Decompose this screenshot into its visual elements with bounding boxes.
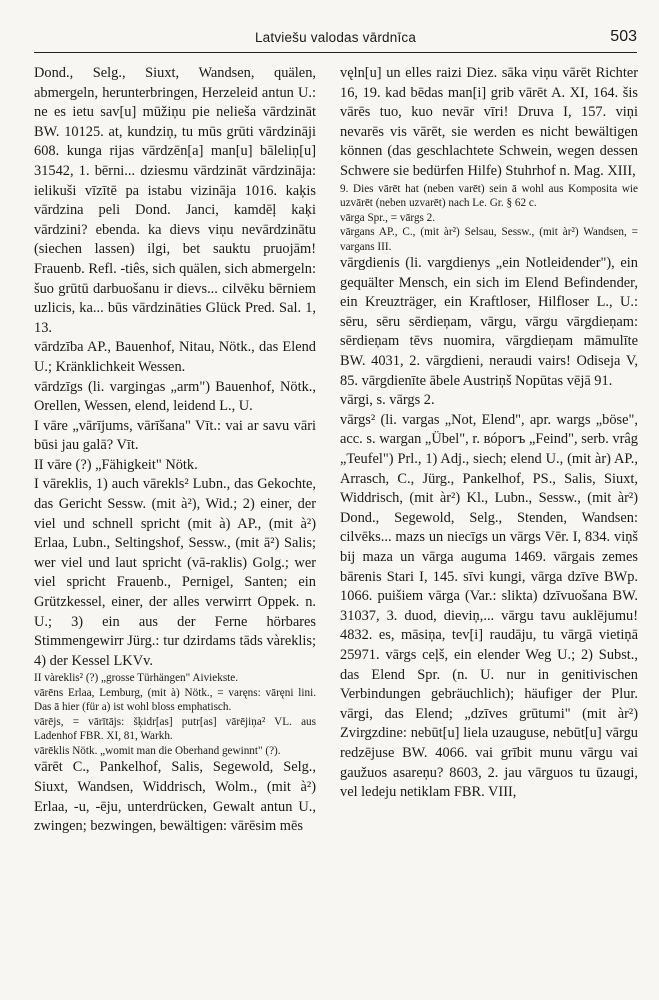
dictionary-entry: I vāre „vārījums, vārīšana" Vīt.: vai ar savu vāri būsi jau galā? Vīt. — [34, 417, 316, 454]
page-number: 503 — [610, 28, 637, 45]
dictionary-entry: I vāreklis, 1) auch vārekls² Lubn., das Gekochte, das Gericht Sessw. (mit à²), Wid.; 2) einer, der viel und schnell spricht (mit à) AP., (mit à²) Erlaa, Lubn., Seltingshof, Sessw., (mit ā²) Salis; wer viel und laut spricht (vā-raklis) Golg.; wer viel spricht Frauenb., Pernigel, Santen; ein Grützkessel, einer, der alles verwirrt Oppek. n. U.; 3) ein aus der Ferne hörbares Stimmengewirr Jürg.: tur dzirdams tāds vàreklis; 4) der Kessel LKVv. — [34, 476, 316, 669]
dictionary-entry: vārga Spr., = vārgs 2. — [340, 211, 436, 224]
dictionary-entry: vārdzība AP., Bauenhof, Nitau, Nötk., das Elend U.; Kränklichkeit Wessen. — [34, 339, 316, 375]
dictionary-entry: II vāre (?) „Fähigkeit" Nötk. — [34, 456, 198, 473]
left-column — [34, 64, 316, 994]
dictionary-entry: vęln[u] un elles raizi Diez. sāka viņu vārēt Richter 16, 19. kad bēdas man[i] grib vārēt A. XI, 164. šis vārēs tuo, kuo nevār vīri! Druva I, 157. viņi nevarēs vis vārēt, sie werden es nicht bewältigen können (das geschlachtete Schwein, wegen dessen Schwere sie bedürfen Hilfe) Stuhrhof n. Mag. XIII, — [340, 65, 638, 179]
running-title: Latviešu valodas vārdnīca — [254, 30, 417, 45]
dictionary-entry: vārgi, s. vārgs 2. — [340, 392, 435, 409]
dictionary-entry: vārdzīgs (li. vargingas „arm") Bauenhof, Nötk., Orellen, Wessen, elend, leidend L., U. — [34, 378, 316, 415]
dictionary-entry: vārējs, = vārītājs: šķidr[as] putr[as] vārējiņa² VL. aus Ladenhof FBR. XI, 81, Warkh. — [34, 715, 316, 743]
dictionary-entry: 9. Dies vārēt hat (neben varēt) sein ā wohl aus Komposita wie uzvārēt (neben uzvarēt) nach Le. Gr. § 62 c. — [340, 182, 638, 210]
dictionary-entry: II vàreklis² (?) „grosse Türhängen" Aiviekste. — [34, 672, 239, 685]
dictionary-entry: vārēklis Nötk. „womit man die Oberhand gewinnt" (?). — [34, 744, 281, 757]
dictionary-entry: vārēt C., Pankelhof, Salis, Segewold, Selg., Siuxt, Wandsen, Widdrisch, Wolm., (mit à²) Erlaa, -u, -ēju, unterdrücken, Gewalt antun U., zwingen; bezwingen, bewältigen: vārēsim mēs — [34, 759, 316, 835]
dictionary-entry: Dond., Selg., Siuxt, Wandsen, quälen, abmergeln, herunterbringen, Herzeleid antun U.: ne es ietu sav[u] mūžiņu pie nelieša vārdzināt BW. 10125. at, kundziņ, tu mūs grūti vārdzināji 608. kunga rijas vārdzēn[a] man[u] bāleliņ[u] 31542, 1. bērni... dziesmu vārdzināt vārdzināja: ielikuši vīzītē pa istabu vizināja 1016. kaķis vārdzina peli Dond. Janci, kamdēļ kaķi vārdzini? ebenda. ka dievs viņu nevārdzinātu (siechen lassen) ilgi, bet sauktu pruojām! Frauenb. Refl. -tiês, sich quälen, sich abmergeln: šuo grūtū darbuošanu ir dievs... cilvēku bērniem uzlicis, ka... būs vārdzināties Glück Pred. Sal. 1, 13. — [34, 65, 316, 336]
dictionary-entry: vārgs² (li. vargas „Not, Elend", apr. wargs „böse", acc. s. wargan „Übel", r. вóрогъ „Feind", serb. vrâg „Teufel") Prl., 1) Adj., siech; elend U., (mit àr) AP., Arrasch, C., Jürg., Pankelhof, PS., Salis, Siuxt, Widdrisch, (mit àr²) Kl., Lubn., Sessw., (mit àr²) Dond., Segewold, Selg., Stenden, Wandsen: cilvēks... mazs un niecīgs un vārgs Vēr. I, 834. viņš bij maza un vārga auguma 1469. vārgais zemes bārenis Stari I, 145. sīvi kungi, vārga dzīve BWp. 1066. puišiem vārga (Var.: slikta) dzīvuošana BW. 31037, 3. duod, dieviņ,... vārgu tavu auklējumu! 4832. es, māsiņa, tev[i] raudāju, tu vārgā vietiņā 25971. vārgs ceļš, ein elender Weg U.; 2) Subst., das Elend Spr. (n. U. nur in genitivischen Verbindungen gebräuchlich); häufiger der Plur. vārgi, das Elend; „dzīves grūtumi" (mit àr²) Zvirgzdine: nebūt[u] liela uzauguse, nebūt[u] vārgu redzējuse BW. 4066. vai grībit munu vārgu vai gaužuos asareņu? 8603, 2. jau vārguos tu ūzaugi, vel ledeju netiklam FBR. VIII, — [340, 411, 638, 801]
dictionary-entry: vārgdienis (li. vargdienys „ein Notleidender"), ein gequälter Mensch, ein sich im Elend Befindender, ein Kreuzträger, ein Kraftloser, Hilfloser L., U.: sēru, sēru sērdieņam, vārgu, vārgu vārgdieņam: sērdieņam tēvs nuomira, vārgdieņam māmulīte BW. 4031, 2. vārgdieni, neraudi vairs! Odiseja V, 85. vārgdienīte ābele Austriņš Nopūtas vējā 91. — [340, 255, 638, 389]
page-header — [34, 22, 637, 53]
dictionary-entry: vārēns Erlaa, Lemburg, (mit à) Nötk., = varęns: vāręni lini. Das ā hier (für a) ist wohl bloss emphatisch. — [34, 686, 316, 714]
dictionary-entry: vārgans AP., C., (mit àr²) Selsau, Sessw., (mit àr²) Wandsen, = vargans III. — [340, 226, 638, 253]
right-column — [340, 64, 638, 994]
